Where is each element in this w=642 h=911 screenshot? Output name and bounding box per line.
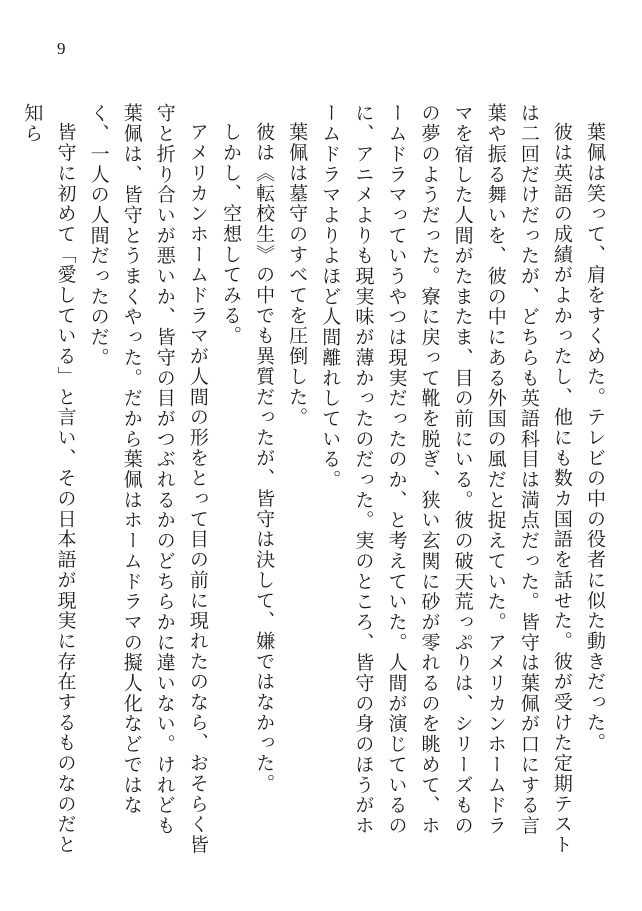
paragraph-1: 葉佩は笑って、肩をすくめた。テレビの中の役者に似た動きだった。	[584, 122, 606, 753]
body-text	[21, 103, 611, 855]
paragraph-7: 皆守に初めて「愛している」と言い、その日本語が現実に存在するものなのだと知ら	[21, 103, 77, 855]
paragraph-4: 彼は《転校生》の中でも異質だったが、皆守は決して、嫌ではなかった。	[253, 122, 276, 794]
paragraph-2: 彼は英語の成績がよかったし、他にも数カ国語を話せた。彼が受けた定期テストは二回だけだったが、どちらも英語科目は満点だった。皆守は葉佩が口にする言葉や振る舞いを、彼の中にある外国の風だと捉えていた。アメリカンホームドラマを宿した人間がたまたま、目の前にいる。彼の破天荒っぷりは、シリーズものの夢のようだった。寮に戻って靴を脱ぎ、狭い玄関に砂が零れるのを眺めて、ホームドラマっていうやつは現実だったのか、と考えていた。人間が演じているのに、アニメよりも現実味が薄かったのだった。実のところ、皆守の身のほうがホームドラマよりよほど人間離れしている。	[319, 103, 573, 855]
paragraph-5: しかし、空想してみる。	[219, 122, 242, 346]
paragraph-3: 葉佩は墓守のすべてを圧倒した。	[286, 122, 309, 428]
page-number: 9	[57, 39, 66, 58]
paragraph-6: アメリカンホームドラマが人間の形をとって目の前に現れたのなら、おそらく皆守と折り合いが悪いか、皆守の目がつぶれるかのどちらかに違いない。けれども葉佩は、皆守とうまくやった。だから葉佩はホームドラマの擬人化などではなく、一人の人間だったのだ。	[87, 103, 209, 855]
